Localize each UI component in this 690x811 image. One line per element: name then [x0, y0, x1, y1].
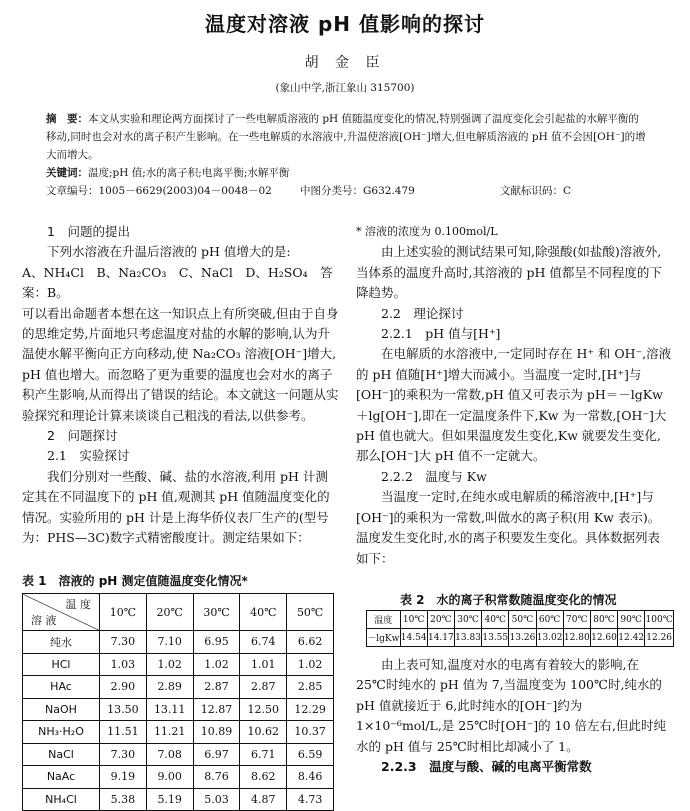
table-cell: 30℃: [454, 611, 481, 629]
article-number: 文章编号：1005－6629(2003)04－0048－02: [46, 185, 272, 197]
table-cell: 6.74: [240, 631, 287, 654]
table-row: [23, 653, 334, 676]
row-label: NaCl: [23, 743, 100, 766]
table-cell: 6.59: [287, 743, 334, 766]
table-cell: 1.03: [100, 653, 147, 676]
table-cell: 14.54: [400, 629, 427, 647]
section-2-2-3-heading: 2.2.3 温度与酸、碱的电离平衡常数: [381, 759, 592, 775]
table-cell: 2.85: [287, 676, 334, 699]
table-cell: 11.21: [146, 721, 193, 744]
table-cell: 13.83: [454, 629, 481, 647]
author: 胡 金 臣: [304, 55, 386, 71]
section-2-2-2-heading: 2.2.2 温度与 Kw: [381, 468, 487, 484]
table-row: [23, 788, 334, 811]
table-cell: 70℃: [563, 611, 590, 629]
table-row: [23, 698, 334, 721]
row-label: 温度: [367, 611, 401, 629]
row-label: NH₃·H₂O: [23, 721, 100, 744]
table-cell: 12.26: [645, 629, 674, 647]
table-cell: 12.87: [193, 698, 240, 721]
table-cell: 2.90: [100, 676, 147, 699]
table-row: [23, 631, 334, 654]
table-cell: 6.95: [193, 631, 240, 654]
abstract-label: 摘 要：: [46, 113, 88, 125]
table-1-footnote: * 溶液的浓度为 0.100mol/L: [356, 225, 498, 238]
table-cell: 60℃: [536, 611, 563, 629]
table-cell: 5.38: [100, 788, 147, 811]
section-2-1-paragraph: 我们分别对一些酸、碱、盐的水溶液,利用 pH 计测定其在不同温度下的 pH 值,观测其 pH 值随温度变化的情况。实验所用的 pH 计是上海华侨仪表厂生产的(型号为：PHS—3C)数字式精密酸度计。测定结果如下：: [22, 468, 330, 546]
row-label: NaAc: [23, 766, 100, 789]
table-cell: 13.11: [146, 698, 193, 721]
table-cell: 12.60: [590, 629, 617, 647]
table-cell: 8.76: [193, 766, 240, 789]
column-header: 30℃: [193, 594, 240, 631]
abstract: [46, 110, 646, 164]
abstract-block: [46, 110, 646, 182]
row-label: NaOH: [23, 698, 100, 721]
right-column: [356, 222, 672, 569]
table-cell: 1.02: [146, 653, 193, 676]
section-2-heading: 2 问题探讨: [47, 428, 118, 444]
table-cell: 40℃: [482, 611, 509, 629]
table-cell: 12.50: [240, 698, 287, 721]
table-cell: 2.87: [193, 676, 240, 699]
kw-paragraph: 当温度一定时,在纯水或电解质的稀溶液中,[H⁺]与[OH⁻]的乘积为一常数,叫做水的离子积(用 Kw 表示)。温度发生变化时,水的离子积要发生变化。具体数据列表如下：: [356, 489, 661, 566]
table-cell: 4.87: [240, 788, 287, 811]
paper-title: 温度对溶液 pH 值影响的探讨: [205, 12, 485, 36]
row-label: 纯水: [23, 631, 100, 654]
table-cell: 11.51: [100, 721, 147, 744]
question-text: 下列水溶液在升温后溶液的 pH 值增大的是:: [47, 244, 291, 260]
table-cell: 14.17: [427, 629, 454, 647]
document-code: 文献标识码：C: [500, 185, 572, 197]
keywords: [46, 164, 646, 182]
keywords-label: 关键词：: [46, 167, 88, 179]
row-label: －lgKw: [367, 629, 401, 647]
table-1-caption: 表 1 溶液的 pH 测定值随温度变化情况*: [22, 574, 248, 588]
row-label: HAc: [23, 676, 100, 699]
table-cell: 100℃: [645, 611, 674, 629]
table-cell: 5.19: [146, 788, 193, 811]
section-2-2-1-heading: 2.2.1 pH 值与[H⁺]: [381, 326, 501, 342]
question-options: A、NH₄Cl B、Na₂CO₃ C、NaCl D、H₂SO₄ 答案：B。: [22, 264, 333, 301]
ph-paragraph: 在电解质的水溶液中,一定同时存在 H⁺ 和 OH⁻,溶液的 pH 值随[H⁺]增大而减小。当温度一定时,[H⁺]与[OH⁻]的乘积为一常数,pH 值又可表示为 pH＝－lgKw＋lg[OH⁻],即在一定温度条件下,Kw 为一常数,[OH⁻]大 pH 值也就大。但如果温度发生变化,Kw 就要发生变化,那么[OH⁻]大 pH 值不一定就大。: [356, 346, 672, 464]
section-2-1-heading: 2.1 实验探讨: [47, 448, 130, 464]
table-row: [23, 766, 334, 789]
corner-solution-label: 溶 液: [31, 614, 57, 627]
table-cell: 12.80: [563, 629, 590, 647]
affiliation: (象山中学,浙江象山 315700): [275, 82, 415, 94]
table-cell: 10.62: [240, 721, 287, 744]
table-2-caption: 表 2 水的离子积常数随温度变化的情况: [400, 593, 617, 607]
column-header: 10℃: [100, 594, 147, 631]
table-cell: 6.62: [287, 631, 334, 654]
table-cell: 13.55: [482, 629, 509, 647]
table-cell: 10.89: [193, 721, 240, 744]
table-cell: 1.02: [193, 653, 240, 676]
table-cell: 6.71: [240, 743, 287, 766]
row-label: HCl: [23, 653, 100, 676]
abstract-text: 本文从实验和理论两方面探讨了一些电解质溶液的 pH 值随温度变化的情况,特别强调了温度变化会引起盐的水解平衡的移动,同时也会对水的离子积产生影响。在一些电解质的水溶液中,升温使溶液[OH⁻]增大,但电解质溶液的 pH 值不会因[OH⁻]的增大而增大。: [46, 113, 646, 161]
results-paragraph: 由上述实验的测试结果可知,除强酸(如盐酸)溶液外,当体系的温度升高时,其溶液的 pH 值都呈不同程度的下降趋势。: [356, 244, 662, 301]
table-cell: 7.10: [146, 631, 193, 654]
keywords-text: 温度;pH 值;水的离子积;电离平衡;水解平衡: [88, 167, 290, 179]
conclusion-paragraph: 由上表可知,温度对水的电离有着较大的影响,在 25℃时纯水的 pH 值为 7,当温度变为 100℃时,纯水的 pH 值就接近于 6,此时纯水的[OH⁻]约为 1×10⁻⁶mol/L,是 25℃时[OH⁻]的 10 倍左右,但此时纯水的 pH 值与 25℃时相比却减小了 1。: [356, 657, 666, 754]
table-2-grid: [366, 610, 674, 647]
column-header: 20℃: [146, 594, 193, 631]
row-label: NH₄Cl: [23, 788, 100, 811]
column-header: 50℃: [287, 594, 334, 631]
table-cell: 2.87: [240, 676, 287, 699]
table-cell: 12.29: [287, 698, 334, 721]
table-cell: 12.42: [618, 629, 645, 647]
table-cell: 10.37: [287, 721, 334, 744]
table-row: [23, 676, 334, 699]
corner-temperature-label: 温 度: [65, 598, 91, 611]
section-1-paragraph: 可以看出命题者本想在这一知识点上有所突破,但由于自身的思维定势,片面地只考虑温度对盐的水解的影响,认为升温使水解平衡向正方向移动,使 Na₂CO₃ 溶液[OH⁻]增大, pH 值也增大。而忽略了更为重要的温度也会对水的离子积产生影响,从而得出了错误的结论。本文就这一问题从实验探究和理论计算来谈谈自己粗浅的看法,以供参考。: [22, 305, 339, 423]
table-cell: 7.30: [100, 743, 147, 766]
table-cell: 13.50: [100, 698, 147, 721]
table-cell: 9.19: [100, 766, 147, 789]
left-column: [22, 222, 340, 549]
table-cell: 1.01: [240, 653, 287, 676]
table-cell: 8.46: [287, 766, 334, 789]
table-row: [23, 721, 334, 744]
table-row: [367, 611, 674, 629]
table-cell: 2.89: [146, 676, 193, 699]
column-header: 40℃: [240, 594, 287, 631]
table-cell: 7.30: [100, 631, 147, 654]
table-cell: 6.97: [193, 743, 240, 766]
table-cell: 10℃: [400, 611, 427, 629]
table-row: [367, 629, 674, 647]
table-row: [23, 743, 334, 766]
table-cell: 80℃: [590, 611, 617, 629]
table-cell: 20℃: [427, 611, 454, 629]
section-2-2-heading: 2.2 理论探讨: [381, 305, 464, 321]
right-column-lower: [356, 655, 672, 777]
clc-number: 中图分类号：G632.479: [300, 185, 415, 197]
table-cell: 5.03: [193, 788, 240, 811]
table-cell: 7.08: [146, 743, 193, 766]
table-cell: 13.26: [509, 629, 536, 647]
table-1-grid: [22, 593, 334, 811]
section-1-heading: 1 问题的提出: [47, 224, 130, 239]
table-cell: 8.62: [240, 766, 287, 789]
table-cell: 1.02: [287, 653, 334, 676]
table-cell: 4.73: [287, 788, 334, 811]
table-cell: 50℃: [509, 611, 536, 629]
table-cell: 13.02: [536, 629, 563, 647]
table-cell: 9.00: [146, 766, 193, 789]
table-1-corner: [23, 594, 100, 631]
table-cell: 90℃: [618, 611, 645, 629]
